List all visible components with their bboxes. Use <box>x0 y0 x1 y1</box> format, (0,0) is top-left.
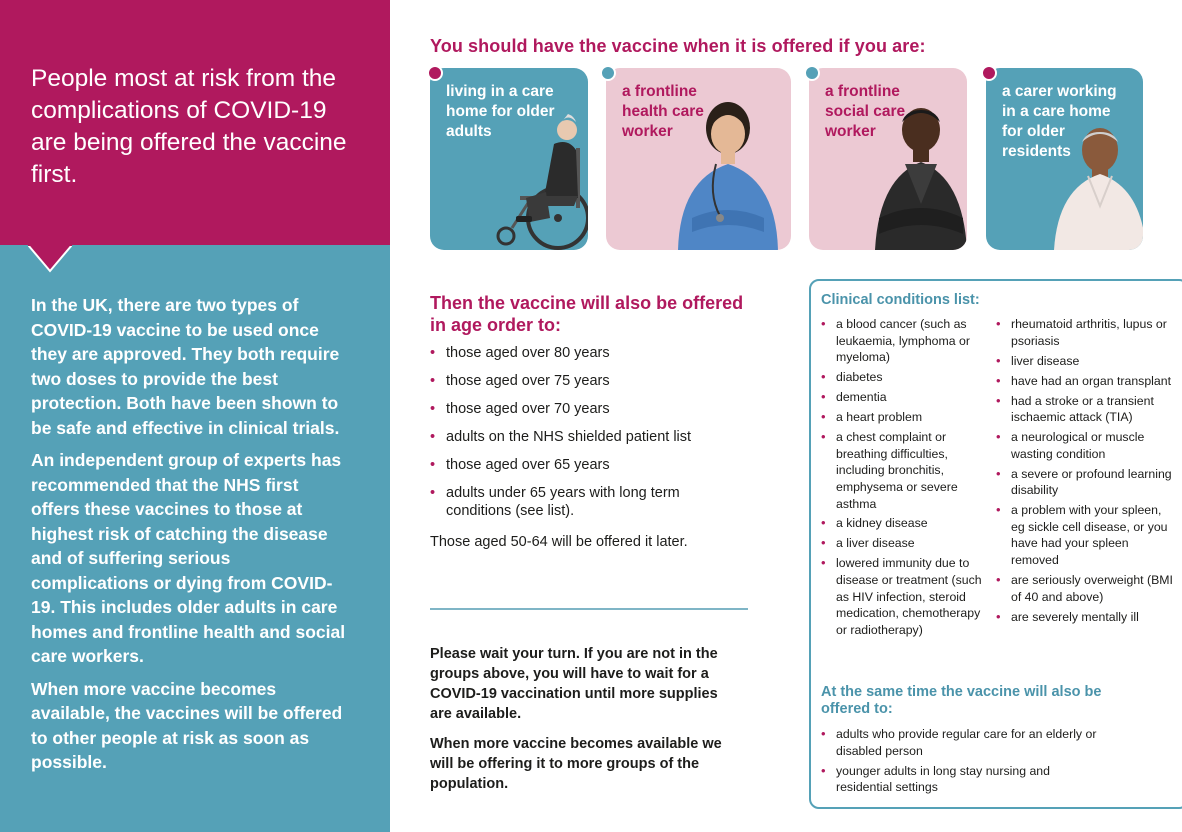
list-item: • adults on the NHS shielded patient list <box>430 428 760 446</box>
info-body <box>31 293 351 783</box>
list-item: • a neurological or muscle wasting condition <box>996 429 1176 462</box>
list-item: • those aged over 75 years <box>430 372 760 390</box>
list-item: • adults who provide regular care for an elderly or disabled person <box>821 726 1101 759</box>
card-social-care-worker <box>809 68 967 250</box>
clinical-list-left <box>821 316 991 642</box>
list-item: • a severe or profound learning disability <box>996 466 1176 499</box>
list-item: • rheumatoid arthritis, lupus or psoriasis <box>996 316 1176 349</box>
age-order-title: Then the vaccine will also be offered in age order to: <box>430 293 744 335</box>
notch-outline <box>28 245 72 275</box>
same-time-list <box>821 726 1101 799</box>
clinical-title: Clinical conditions list: <box>821 292 980 308</box>
list-item: • adults under 65 years with long term conditions (see list). <box>430 484 680 520</box>
list-item: • those aged over 80 years <box>430 344 760 362</box>
list-item: • liver disease <box>996 353 1176 370</box>
teal-dot <box>600 65 616 81</box>
list-item: • a chest complaint or breathing difficulties, including bronchitis, emphysema or severe asthma <box>821 429 991 512</box>
list-item: • are seriously overweight (BMI of 40 and above) <box>996 572 1176 605</box>
priority-title: You should have the vaccine when it is offered if you are: <box>430 36 926 56</box>
card-health-care-worker <box>606 68 791 250</box>
later-note: Those aged 50-64 will be offered it later. <box>430 534 688 550</box>
list-item: • have had an organ transplant <box>996 373 1176 390</box>
list-item: • younger adults in long stay nursing and residential settings <box>821 763 1101 796</box>
list-item: • a heart problem <box>821 409 991 426</box>
list-item: • those aged over 70 years <box>430 400 760 418</box>
list-item: • a liver disease <box>821 535 991 552</box>
list-item: • a blood cancer (such as leukaemia, lymphoma or myeloma) <box>821 316 991 366</box>
headline-panel <box>0 0 390 245</box>
info-paragraph: When more vaccine becomes available, the vaccines will be offered to other people at risk as soon as possible. <box>31 678 343 772</box>
list-item: • a problem with your spleen, eg sickle cell disease, or you have had your spleen removed <box>996 502 1176 568</box>
magenta-dot <box>981 65 997 81</box>
headline: People most at risk from the complications of COVID-19 are being offered the vaccine first. <box>31 65 347 188</box>
info-paragraph: An independent group of experts has recommended that the NHS first offers these vaccines to those at highest risk of catching the disease and of suffering serious complications or dying from COVID-19. This includes older adults in care homes and frontline health and social care workers. <box>31 450 346 666</box>
age-order-list <box>430 344 760 530</box>
magenta-dot <box>427 65 443 81</box>
card-care-home <box>430 68 588 250</box>
list-item: • are severely mentally ill <box>996 609 1176 626</box>
card-label: a frontline health care worker <box>622 83 704 140</box>
same-time-title: At the same time the vaccine will also be offered to: <box>821 684 1102 717</box>
info-paragraph: In the UK, there are two types of COVID-19 vaccine to be used once they are approved. They both require two doses to provide the best protection. Both have been shown to be safe and effective in clinical trials. <box>31 295 340 438</box>
wait-paragraph: Please wait your turn. If you are not in the groups above, you will have to wait for a COVID-19 vaccination until more supplies are available. <box>430 646 718 722</box>
clinical-list-right <box>996 316 1176 629</box>
list-item: • those aged over 65 years <box>430 456 760 474</box>
section-divider <box>430 608 748 610</box>
card-label: a frontline social care worker <box>825 83 906 140</box>
card-label: a carer working in a care home for older residents <box>1002 83 1117 160</box>
card-label: living in a care home for older adults <box>446 83 555 140</box>
list-item: • lowered immunity due to disease or treatment (such as HIV infection, steroid medication, chemotherapy or radiotherapy) <box>821 555 991 638</box>
teal-dot <box>804 65 820 81</box>
list-item: • had a stroke or a transient ischaemic attack (TIA) <box>996 393 1176 426</box>
card-carer <box>986 68 1143 250</box>
list-item: • a kidney disease <box>821 515 991 532</box>
wait-notice <box>430 644 740 804</box>
wait-paragraph: When more vaccine becomes available we will be offering it to more groups of the population. <box>430 736 722 792</box>
list-item: • dementia <box>821 389 991 406</box>
list-item: • diabetes <box>821 369 991 386</box>
